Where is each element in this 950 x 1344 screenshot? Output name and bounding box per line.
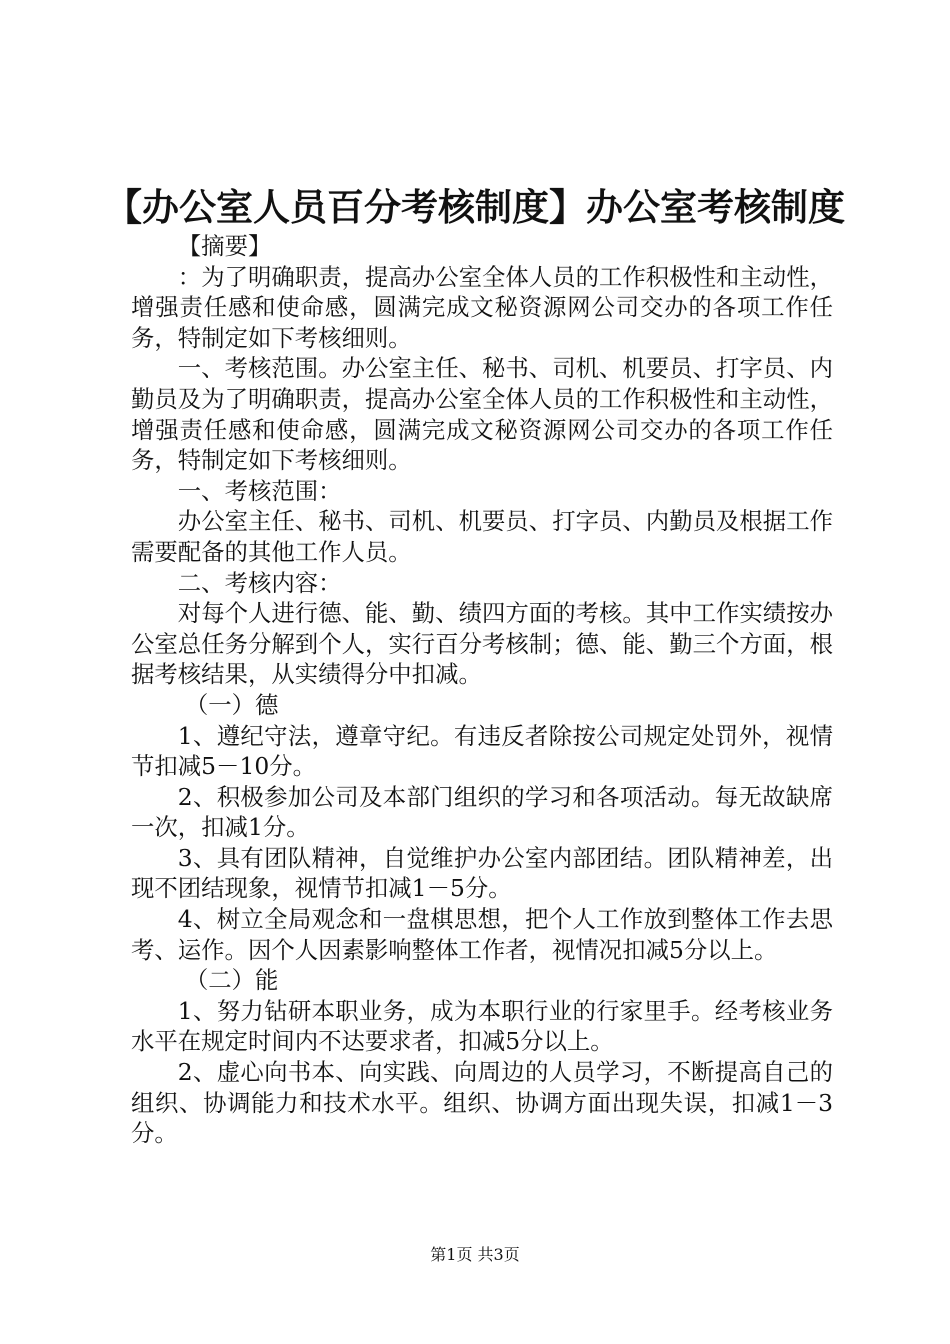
list-item: 1、努力钻研本职业务，成为本职行业的行家里手。经考核业务水平在规定时间内不达要求者，扣减5分以上。 bbox=[131, 996, 833, 1056]
list-item: 1、遵纪守法，遵章守纪。有违反者除按公司规定处罚外，视情节扣减5－10分。 bbox=[131, 721, 833, 781]
document-body bbox=[131, 231, 833, 1149]
page-footer: 第1页 共3页 bbox=[430, 1245, 520, 1264]
paragraph: 对每个人进行德、能、勤、绩四方面的考核。其中工作实绩按办公室总任务分解到个人，实行百分考核制；德、能、勤三个方面，根据考核结果，从实绩得分中扣减。 bbox=[131, 599, 833, 689]
subsection-heading: （一）德 bbox=[184, 690, 279, 719]
paragraph: 办公室主任、秘书、司机、机要员、打字员、内勤员及根据工作需要配备的其他工作人员。 bbox=[131, 507, 833, 566]
document-title: 【办公室人员百分考核制度】办公室考核制度 bbox=[105, 186, 845, 229]
list-item: 2、积极参加公司及本部门组织的学习和各项活动。每无故缺席一次，扣减1分。 bbox=[131, 782, 833, 842]
list-item: 2、虚心向书本、向实践、向周边的人员学习，不断提高自己的组织、协调能力和技术水平。组织、协调方面出现失误，扣减1－3分。 bbox=[131, 1058, 833, 1148]
subsection-heading: （二）能 bbox=[184, 966, 279, 995]
abstract-heading: 【摘要】 bbox=[177, 232, 272, 260]
list-item: 4、树立全局观念和一盘棋思想，把个人工作放到整体工作去思考、运作。因个人因素影响整体工作者，视情况扣减5分以上。 bbox=[131, 905, 833, 964]
section-heading: 二、考核内容： bbox=[177, 568, 342, 597]
list-item: 3、具有团队精神，自觉维护办公室内部团结。团队精神差，出现不团结现象，视情节扣减1－5分。 bbox=[131, 843, 833, 903]
paragraph: 一、考核范围。办公室主任、秘书、司机、机要员、打字员、内勤员及为了明确职责，提高办公室全体人员的工作积极性和主动性，增强责任感和使命感，圆满完成文秘资源网公司交办的各项工作任务，特制定如下考核细则。 bbox=[131, 354, 833, 475]
section-heading: 一、考核范围： bbox=[177, 476, 342, 505]
paragraph: ：为了明确职责，提高办公室全体人员的工作积极性和主动性，增强责任感和使命感，圆满完成文秘资源网公司交办的各项工作任务，特制定如下考核细则。 bbox=[131, 262, 833, 352]
